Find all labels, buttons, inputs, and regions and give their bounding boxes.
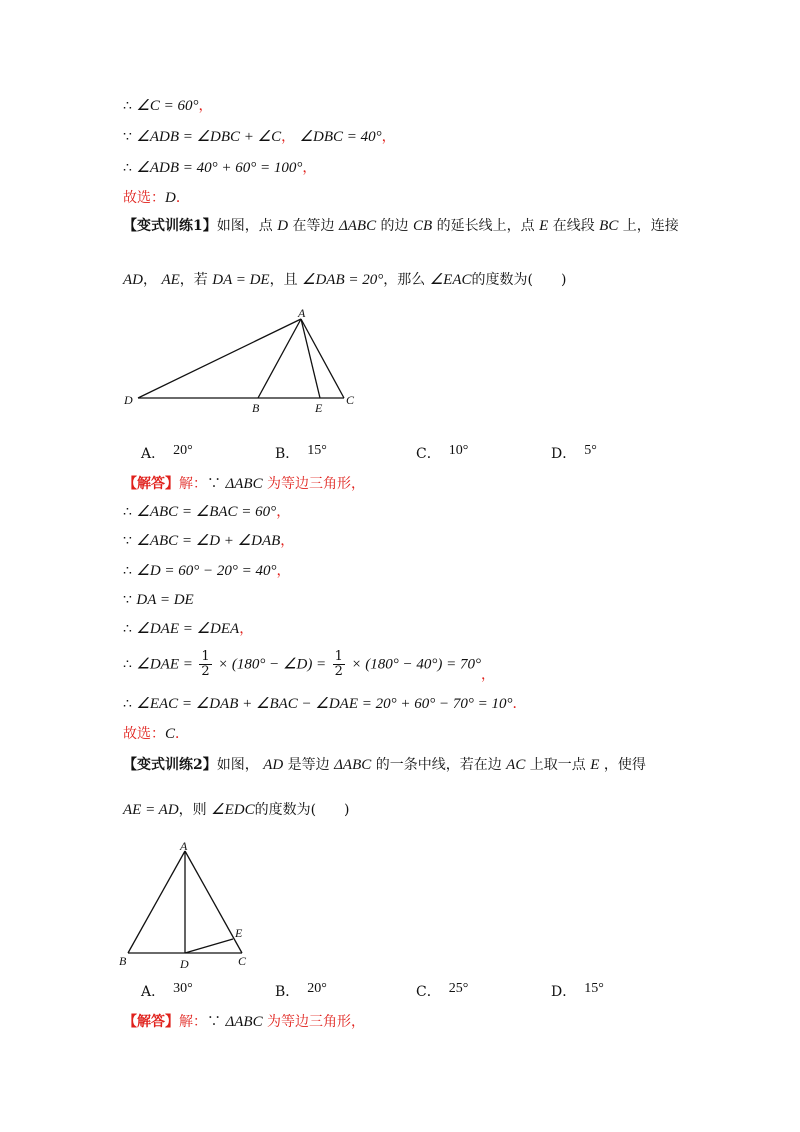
option-b — [275, 444, 327, 465]
segment-AE — [301, 319, 320, 398]
answer-label: 故选： — [123, 190, 165, 206]
punctuation: ， — [480, 666, 495, 683]
label-B: B — [252, 401, 260, 415]
punctuation: ． — [512, 696, 527, 712]
text: 的一条中线，若在边 — [375, 757, 502, 773]
segment-DE — [185, 939, 233, 953]
option-value: 10° — [448, 443, 469, 458]
text: 解： — [179, 476, 207, 492]
denominator: 2 — [334, 664, 343, 679]
exercise-tag: 【变式训练2】 — [123, 757, 217, 773]
text: ，那么 — [383, 272, 426, 288]
math: ∠ABC = ∠BAC = 60° — [136, 504, 277, 520]
text: 的度数为 — [254, 802, 311, 818]
therefore-symbol: ∴ — [123, 504, 132, 520]
math: D — [277, 218, 289, 234]
solution-tag: 【解答】 — [123, 1014, 179, 1030]
answer-line-2 — [123, 724, 189, 744]
math: E — [539, 218, 549, 234]
punctuation: ． — [175, 726, 190, 742]
derivation-line-1 — [123, 96, 212, 116]
option-letter: A． — [141, 984, 166, 1000]
therefore-symbol: ∴ — [123, 696, 132, 712]
option-b — [275, 982, 327, 1003]
answer-value: D — [165, 190, 176, 206]
label-E: E — [235, 926, 243, 940]
solution-tag: 【解答】 — [123, 476, 179, 492]
math: E — [590, 757, 600, 773]
option-letter: B． — [275, 446, 300, 462]
because-symbol: ∵ — [123, 129, 132, 145]
solution-1-step-3 — [123, 561, 291, 581]
figure-2-diagram — [116, 838, 266, 972]
segment-AC — [185, 851, 242, 953]
math: × (180° − ∠D) = — [218, 656, 327, 673]
math-expression: ∠DBC = 40° — [299, 129, 382, 145]
option-value: 5° — [584, 443, 597, 458]
option-value: 30° — [173, 981, 193, 996]
math: ∠ABC = ∠D + ∠DAB — [136, 533, 281, 549]
math: DA = DE — [136, 592, 194, 608]
option-letter: C． — [416, 984, 441, 1000]
answer-label: 故选： — [123, 726, 165, 742]
solution-1-step-5 — [123, 619, 253, 639]
answer-blank: ( ) — [310, 802, 350, 818]
solution-1-step-1 — [123, 502, 290, 522]
option-value: 20° — [173, 443, 193, 458]
punctuation: ， — [281, 129, 296, 145]
label-C: C — [346, 393, 355, 407]
therefore-symbol: ∴ — [123, 563, 132, 579]
solution-1-fraction-line — [123, 649, 495, 683]
label-E: E — [315, 401, 323, 415]
text: 如图， — [216, 757, 259, 773]
exercise-2-line-1 — [123, 755, 646, 775]
punctuation: ， — [276, 504, 291, 520]
punctuation: ， — [239, 621, 254, 637]
math: AE — [161, 272, 180, 288]
punctuation: ， — [280, 533, 295, 549]
label-B: B — [119, 954, 127, 968]
option-d — [551, 982, 604, 1003]
solution-2-header — [123, 1012, 365, 1032]
fraction-half — [333, 650, 345, 679]
solution-1-header — [123, 474, 365, 494]
text: 如图，点 — [216, 218, 273, 234]
fraction-half — [199, 650, 211, 679]
because-symbol: ∵ — [123, 592, 132, 608]
label-D: D — [180, 957, 189, 971]
text: ，且 — [269, 272, 298, 288]
math: ∠D = 60° − 20° = 40° — [136, 563, 277, 579]
answer-value: C — [165, 726, 176, 742]
option-d — [551, 444, 597, 465]
text: 在线段 — [552, 218, 595, 234]
math: ∠DAE = — [136, 656, 193, 673]
math-expression: ∠ADB = ∠DBC + ∠C — [136, 129, 282, 145]
math: DA = DE — [212, 272, 270, 288]
math: ∠DAE = ∠DEA — [136, 621, 240, 637]
option-value: 20° — [307, 981, 327, 996]
text: 上取一点 — [529, 757, 586, 773]
label-A: A — [298, 306, 306, 320]
figure-1-diagram — [118, 304, 368, 416]
math: ∠EAC — [429, 272, 472, 288]
exercise-1-line-2 — [123, 270, 566, 290]
solution-1-step-4 — [123, 590, 194, 610]
therefore-symbol: ∴ — [123, 656, 132, 673]
math-expression: ∠C = 60° — [136, 98, 199, 114]
math: AE = AD — [123, 802, 179, 818]
numerator: 1 — [334, 649, 343, 664]
option-letter: C． — [416, 446, 441, 462]
therefore-symbol: ∴ — [123, 621, 132, 637]
option-letter: D． — [551, 984, 577, 1000]
text: 是等边 — [287, 757, 330, 773]
option-value: 15° — [307, 443, 327, 458]
option-value: 25° — [448, 981, 469, 996]
math: BC — [599, 218, 619, 234]
math: × (180° − 40°) = 70° — [351, 656, 481, 673]
math: AD — [123, 272, 143, 288]
math-expression: ∠ADB = 40° + 60° = 100° — [136, 160, 303, 176]
text: 为等边三角形， — [267, 1014, 366, 1030]
math: ΔABC — [225, 476, 263, 492]
text: ， — [143, 272, 157, 288]
derivation-line-2 — [123, 127, 396, 147]
solution-1-last-line — [123, 694, 527, 714]
math: ΔABC — [338, 218, 377, 234]
label-D: D — [124, 393, 133, 407]
option-letter: A． — [141, 446, 166, 462]
therefore-symbol: ∴ — [123, 98, 132, 114]
option-c — [416, 982, 468, 1003]
text: 的度数为 — [471, 272, 528, 288]
text: 的边 — [380, 218, 409, 234]
option-a — [141, 982, 193, 1003]
math: ΔABC — [225, 1014, 263, 1030]
math: ∠EAC = ∠DAB + ∠BAC − ∠DAE = 20° + 60° − 70° = 10° — [136, 696, 513, 712]
text: 上，连接 — [622, 218, 679, 234]
punctuation: ， — [381, 129, 396, 145]
therefore-symbol: ∴ — [123, 160, 132, 176]
option-a — [141, 444, 193, 465]
option-letter: D． — [551, 446, 577, 462]
punctuation: ， — [276, 563, 291, 579]
math: ∠DAB = 20° — [302, 272, 384, 288]
option-value: 15° — [584, 981, 604, 996]
option-c — [416, 444, 468, 465]
label-A: A — [180, 839, 188, 853]
exercise-1-line-1 — [123, 216, 679, 236]
because-symbol: ∵ — [207, 476, 221, 492]
label-C: C — [238, 954, 247, 968]
answer-blank: ( ) — [527, 272, 567, 288]
math: CB — [413, 218, 433, 234]
text: ，若 — [179, 272, 208, 288]
numerator: 1 — [201, 649, 210, 664]
option-letter: B． — [275, 984, 300, 1000]
exercise-2-line-2 — [123, 800, 350, 820]
segment-DA — [138, 319, 301, 398]
punctuation: ， — [302, 160, 317, 176]
derivation-line-3 — [123, 158, 316, 178]
text: ，使得 — [603, 757, 646, 773]
solution-1-step-2 — [123, 531, 294, 551]
segment-AC — [301, 319, 344, 398]
exercise-tag: 【变式训练1】 — [123, 218, 217, 234]
segment-AB — [128, 851, 185, 953]
text: 解： — [179, 1014, 207, 1030]
math: AD — [263, 757, 284, 773]
math: ∠EDC — [211, 802, 255, 818]
denominator: 2 — [201, 664, 210, 679]
text: 的延长线上，点 — [436, 218, 535, 234]
because-symbol: ∵ — [123, 533, 132, 549]
because-symbol: ∵ — [207, 1014, 221, 1030]
punctuation: ． — [175, 190, 190, 206]
math: AC — [506, 757, 526, 773]
text: 在等边 — [292, 218, 335, 234]
math: ΔABC — [334, 757, 372, 773]
answer-line-1 — [123, 188, 190, 208]
text: 为等边三角形， — [267, 476, 366, 492]
punctuation: ， — [198, 98, 213, 114]
text: ，则 — [178, 802, 207, 818]
segment-AB — [258, 319, 301, 398]
